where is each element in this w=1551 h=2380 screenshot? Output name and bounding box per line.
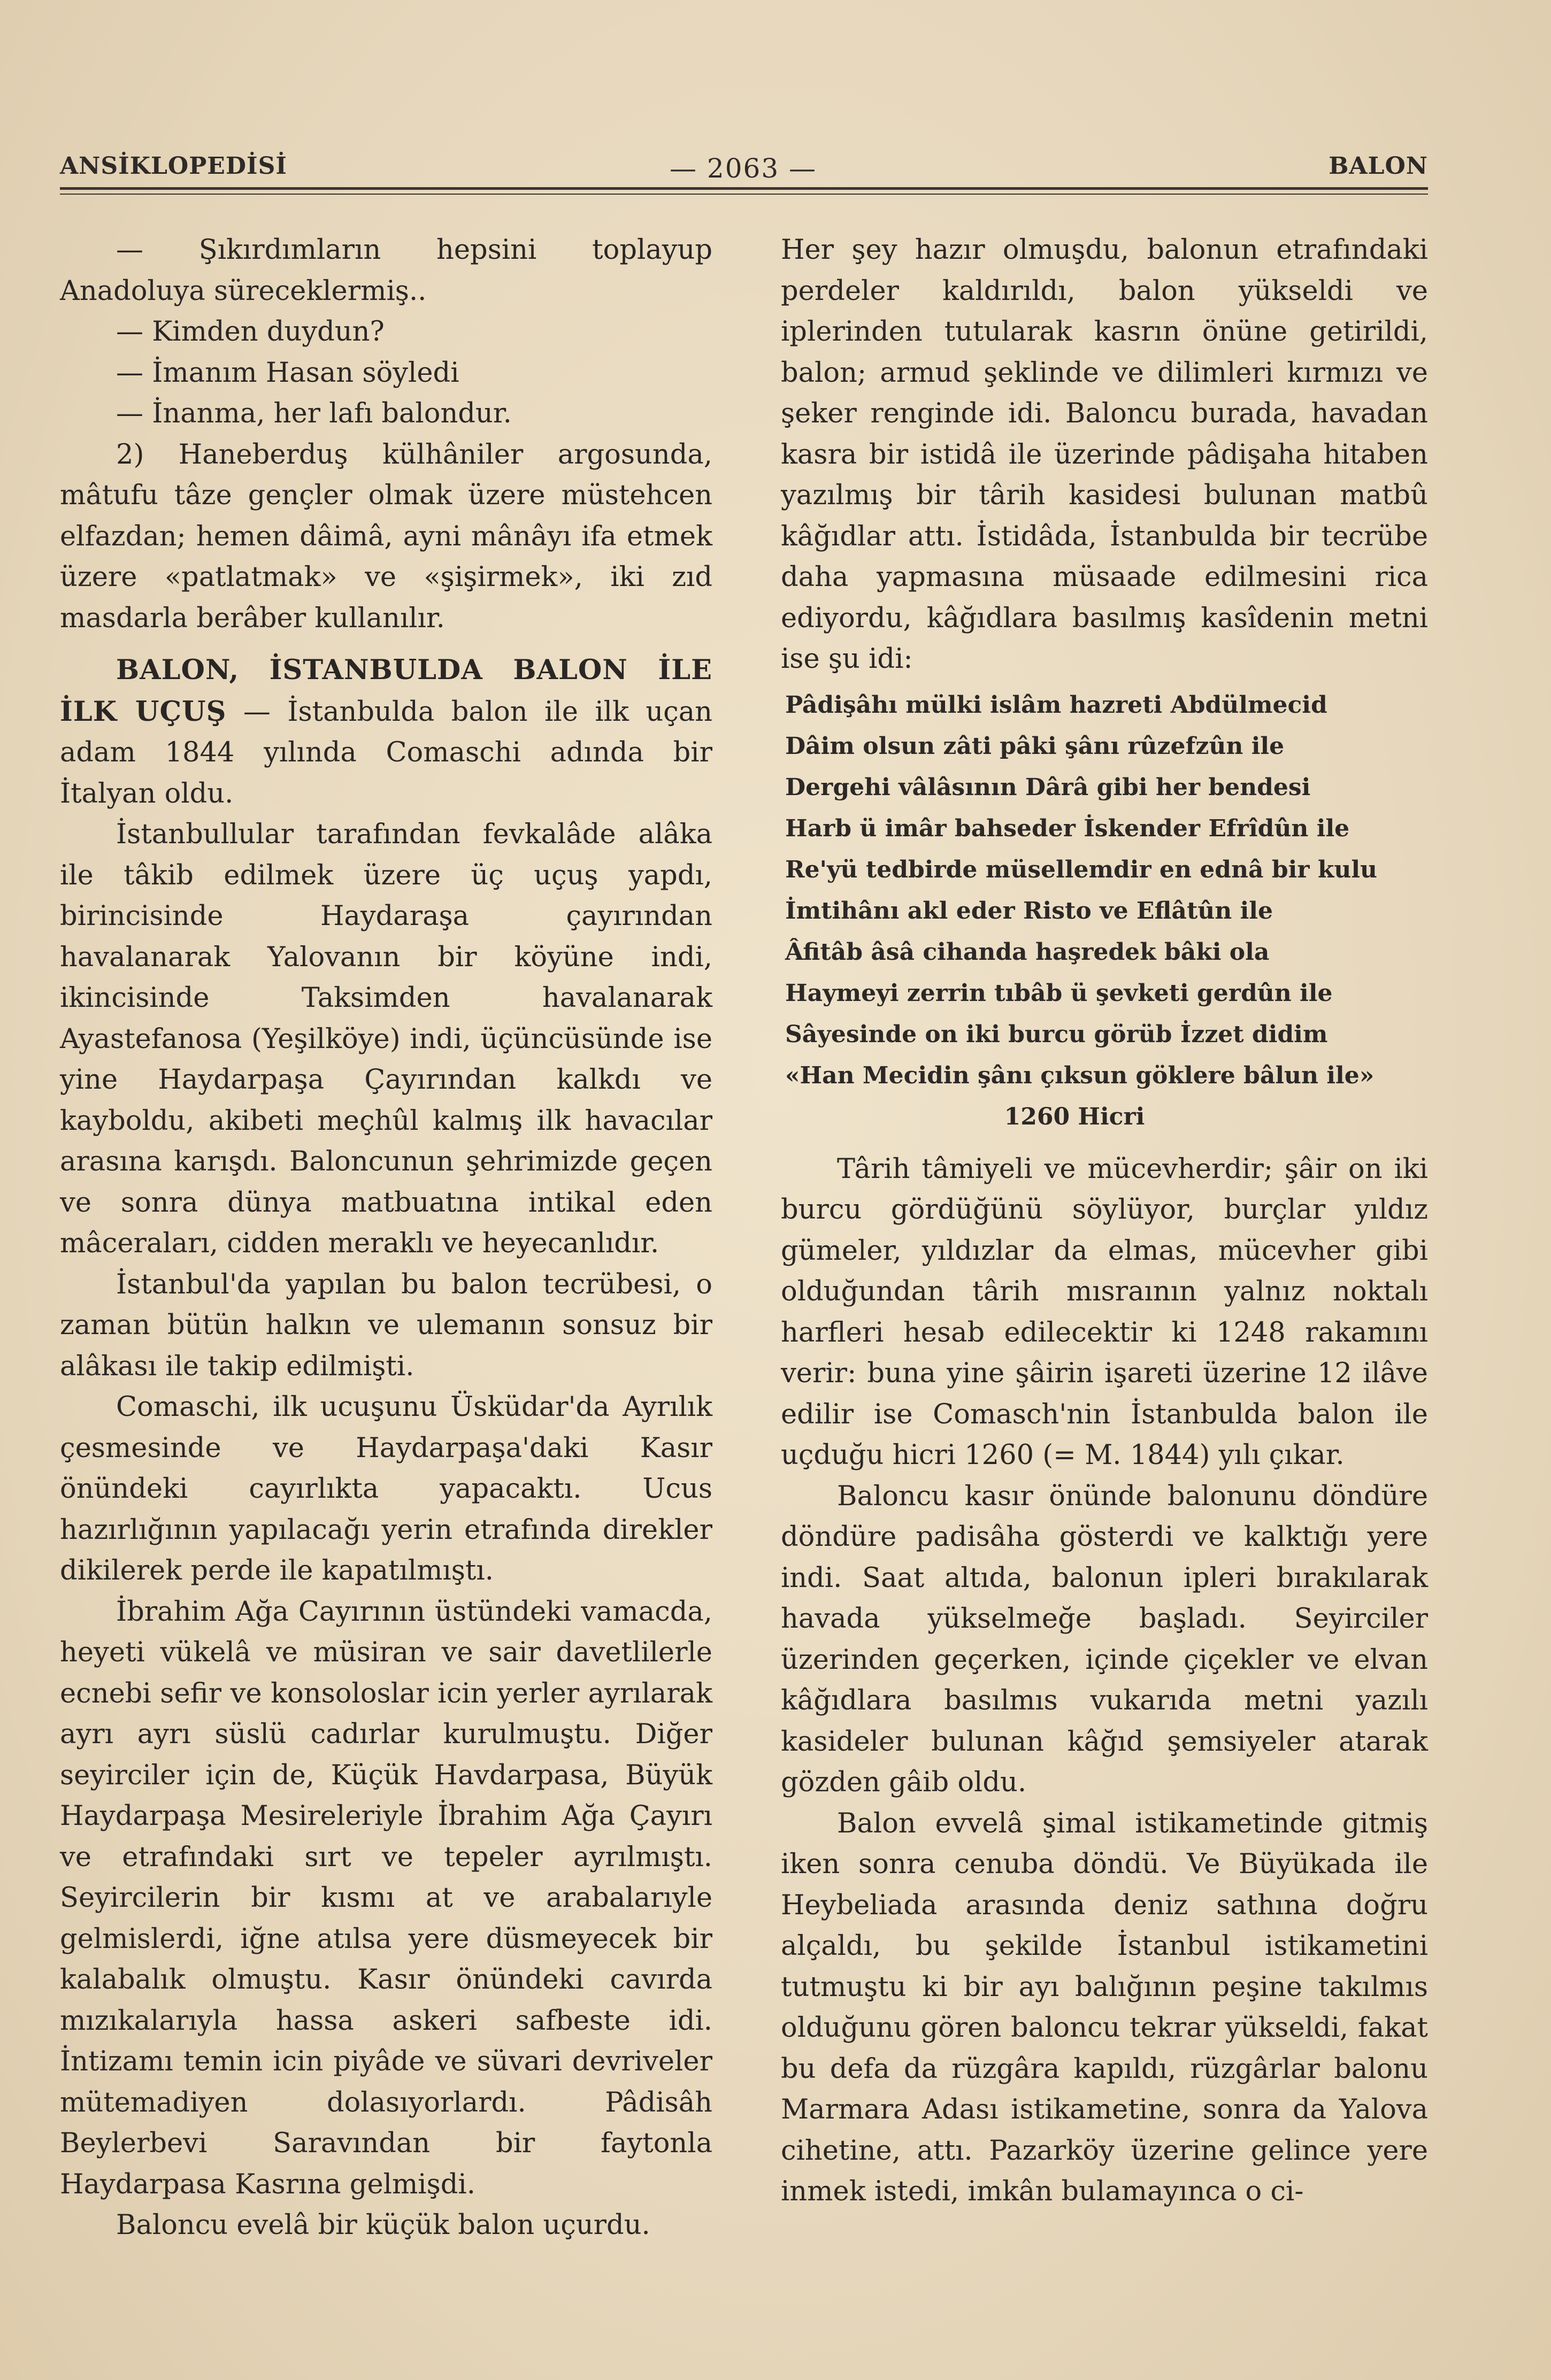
- poem-block: [781, 684, 1428, 1137]
- page-number: — 2063 —: [670, 153, 817, 184]
- poem-line: Harb ü imâr bahseder İskender Efrîdûn ile: [785, 814, 1350, 842]
- poem-line: «Han Mecidin şânı çıksun göklere bâlun ile»: [785, 1061, 1375, 1089]
- section-lead-text: — İstanbulda balon ile ilk uçan adam 1844 yılında Comaschi adında bir İtalyan oldu.: [60, 696, 712, 810]
- section-heading: BALON, İSTANBULDA BALON İLE İLK UÇUŞ: [60, 654, 712, 728]
- header-rule-thin: [60, 194, 1428, 195]
- header-rule: [60, 187, 1428, 190]
- section-paragraph: [60, 650, 712, 814]
- poem-line: Re'yü tedbirde müsellemdir en ednâ bir kulu: [785, 856, 1378, 883]
- poem-line: Âfitâb âsâ cihanda haşredek bâki ola: [785, 938, 1270, 966]
- paragraph: 2) Haneberduş külhâniler argosunda, mâtufu tâze gençler olmak üzere müstehcen elfazdan; hemen dâimâ, ayni mânâyı ifa etmek üzere «patlatmak» ve «şişirmek», iki zıd masdarla berâber kullanılır.: [60, 438, 712, 634]
- poem-line: Sâyesinde on iki burcu görüb İzzet didim: [785, 1020, 1328, 1048]
- paragraph: Comaschi, ilk ucuşunu Üsküdar'da Ayrılık çesmesinde ve Haydarpaşa'daki Kasır önündeki cayırlıkta yapacaktı. Ucus hazırlığının yapılacağı yerin etrafında direkler dikilerek perde ile kapatılmıştı.: [60, 1391, 712, 1586]
- paragraph: Baloncu kasır önünde balonunu döndüre döndüre padisâha gösterdi ve kalktığı yere indi. Saat altıda, balonun ipleri bırakılarak havada yükselmeğe başladı. Seyirciler üzerinden geçerken, içinde çiçekler ve elvan kâğıdlara basılmıs vukarıda metni yazılı kasideler bulunan kâğıd şemsiyeler atarak gözden gâib oldu.: [781, 1480, 1428, 1798]
- paragraph: Baloncu evelâ bir küçük balon uçurdu.: [116, 2209, 650, 2241]
- poem-line: İmtihânı akl eder Risto ve Eflâtûn ile: [785, 897, 1273, 925]
- paragraph: Her şey hazır olmuşdu, balonun etrafındaki perdeler kaldırıldı, balon yükseldi ve iplerinden tutularak kasrın önüne getirildi, balon; armud şeklinde ve dilimleri kırmızı ve şeker renginde idi. Baloncu burada, havadan kasra bir istidâ ile üzerinde pâdişaha hitaben yazılmış bir târih kasidesi bulunan matbû kâğıdlar attı. İstidâda, İstanbulda bir tecrübe daha yapmasına müsaade edilmesini rica ediyordu, kâğıdlara basılmış kasîdenin metni ise şu idi:: [781, 234, 1428, 675]
- spacer: [60, 639, 712, 650]
- paragraph: Târih tâmiyeli ve mücevherdir; şâir on iki burcu gördüğünü söylüyor, burçlar yıldız gümeler, yıldızlar da elmas, mücevher gibi olduğundan târih mısraının yalnız noktalı harfleri hesab edilecektir ki 1248 rakamını verir: buna yine şâirin işareti üzerine 12 ilâve edilir ise Comasch'nin İstanbulda balon ile uçduğu hicri 1260 (= M. 1844) yılı çıkar.: [781, 1153, 1428, 1471]
- left-column: [60, 230, 712, 2246]
- poem-line: Dâim olsun zâti pâki şânı rûzefzûn ile: [785, 732, 1285, 760]
- right-column: [781, 230, 1428, 2213]
- paragraph: İstanbul'da yapılan bu balon tecrübesi, o zaman bütün halkın ve ulemanın sonsuz bir alâkası ile takip edilmişti.: [60, 1268, 712, 1382]
- paragraph: Balon evvelâ şimal istikametinde gitmiş iken sonra cenuba döndü. Ve Büyükada ile Heybeliada arasında deniz sathına doğru alçaldı, bu şekilde İstanbul istikametini tutmuştu ki bir ayı balığının peşine takılmıs olduğunu gören baloncu tekrar yükseldi, fakat bu defa da rüzgâra kapıldı, rüzgârlar balonu Marmara Adası istikametine, sonra da Yalova cihetine, attı. Pazarköy üzerine gelince yere inmek istedi, imkân bulamayınca o ci-: [781, 1807, 1428, 2207]
- header-entry-label: BALON: [1329, 152, 1428, 180]
- header-encyclopedia-label: ANSİKLOPEDİSİ: [60, 152, 287, 180]
- poem-line: Dergehi vâlâsının Dârâ gibi her bendesi: [785, 773, 1311, 801]
- dialogue-line: — İmanım Hasan söyledi: [116, 357, 459, 389]
- poem-date: 1260 Hicri: [1004, 1103, 1145, 1130]
- running-header: [60, 143, 1428, 186]
- dialogue-line: — Şıkırdımların hepsini toplayup Anadoluya süreceklermiş..: [60, 234, 712, 307]
- dialogue-line: — İnanma, her lafı balondur.: [116, 398, 512, 429]
- dialogue-line: — Kimden duydun?: [116, 316, 385, 348]
- paragraph: İstanbullular tarafından fevkalâde alâka ile tâkib edilmek üzere üç uçuş yapdı, birincisinde Haydaraşa çayırından havalanarak Yalovanın bir köyüne indi, ikincisinde Taksimden havalanarak Ayastefanosa (Yeşilköye) indi, üçüncüsünde ise yine Haydarpaşa Çayırından kalkdı ve kayboldu, akibeti meçhûl kalmış ilk havacılar arasına karışdı. Baloncunun şehrimizde geçen ve sonra dünya matbuatına intikal eden mâceraları, cidden meraklı ve heyecanlıdır.: [60, 819, 712, 1259]
- poem-line: Haymeyi zerrin tıbâb ü şevketi gerdûn ile: [785, 979, 1333, 1007]
- paragraph: İbrahim Ağa Cayırının üstündeki vamacda, heyeti vükelâ ve müsiran ve sair davetlilerle ecnebi sefir ve konsoloslar icin yerler ayrılarak ayrı ayrı süslü cadırlar kurulmuştu. Diğer seyirciler için de, Küçük Havdarpasa, Büyük Haydarpaşa Mesireleriyle İbrahim Ağa Çayırı ve etrafındaki sırt ve tepeler ayrılmıştı. Seyircilerin bir kısmı at ve arabalarıyle gelmislerdi, iğne atılsa yere düsmeyecek bir kalabalık olmuştu. Kasır önündeki cavırda mızıkalarıyla hassa askeri safbeste idi. İntizamı temin icin piyâde ve süvari devriveler mütemadiyen dolasıyorlardı. Pâdisâh Beylerbevi Saravından bir faytonla Haydarpasa Kasrına gelmişdi.: [60, 1596, 712, 2200]
- poem-line: Pâdişâhı mülki islâm hazreti Abdülmecid: [785, 691, 1327, 719]
